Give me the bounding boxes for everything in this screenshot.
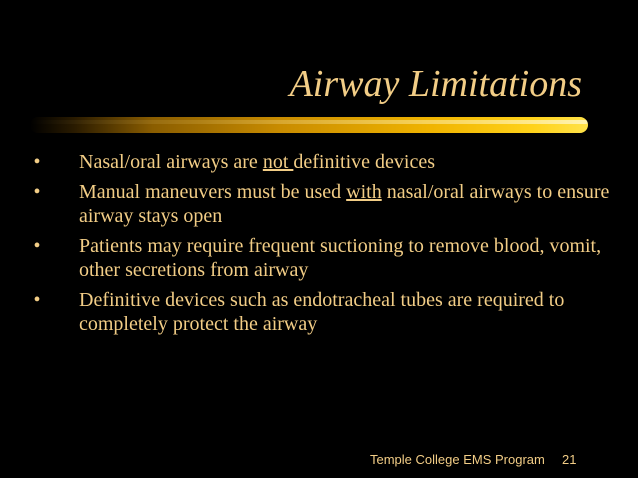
bullet-text: definitive devices [293,151,435,173]
title-underline-bar [30,117,588,133]
bullet-text: nasal/oral airways to ensure airway stays open [79,181,610,227]
bullet-dot-icon: • [33,235,41,257]
footer-organization: Temple College EMS Program [370,452,545,467]
bullet-dot-icon: • [33,289,41,311]
bullet-text: Patients may require frequent suctioning to remove blood, vomit, other secretions from airway [79,235,602,281]
bullet-item [30,288,620,336]
bullet-list [30,150,620,342]
slide-page-number: 21 [562,452,577,467]
bullet-item [30,234,620,282]
bullet-text: Nasal/oral airways are [79,151,263,173]
bullet-item [30,150,620,174]
bullet-text: Manual maneuvers must be used [79,181,347,203]
bullet-emphasis: with [346,181,382,203]
bullet-emphasis: not [262,151,294,173]
bullet-dot-icon: • [33,181,41,203]
slide-title: Airway Limitations [289,63,582,105]
bullet-text: Definitive devices such as endotracheal tubes are required to completely protect the airway [79,289,565,335]
bullet-item [30,180,620,228]
bullet-dot-icon: • [33,151,41,173]
